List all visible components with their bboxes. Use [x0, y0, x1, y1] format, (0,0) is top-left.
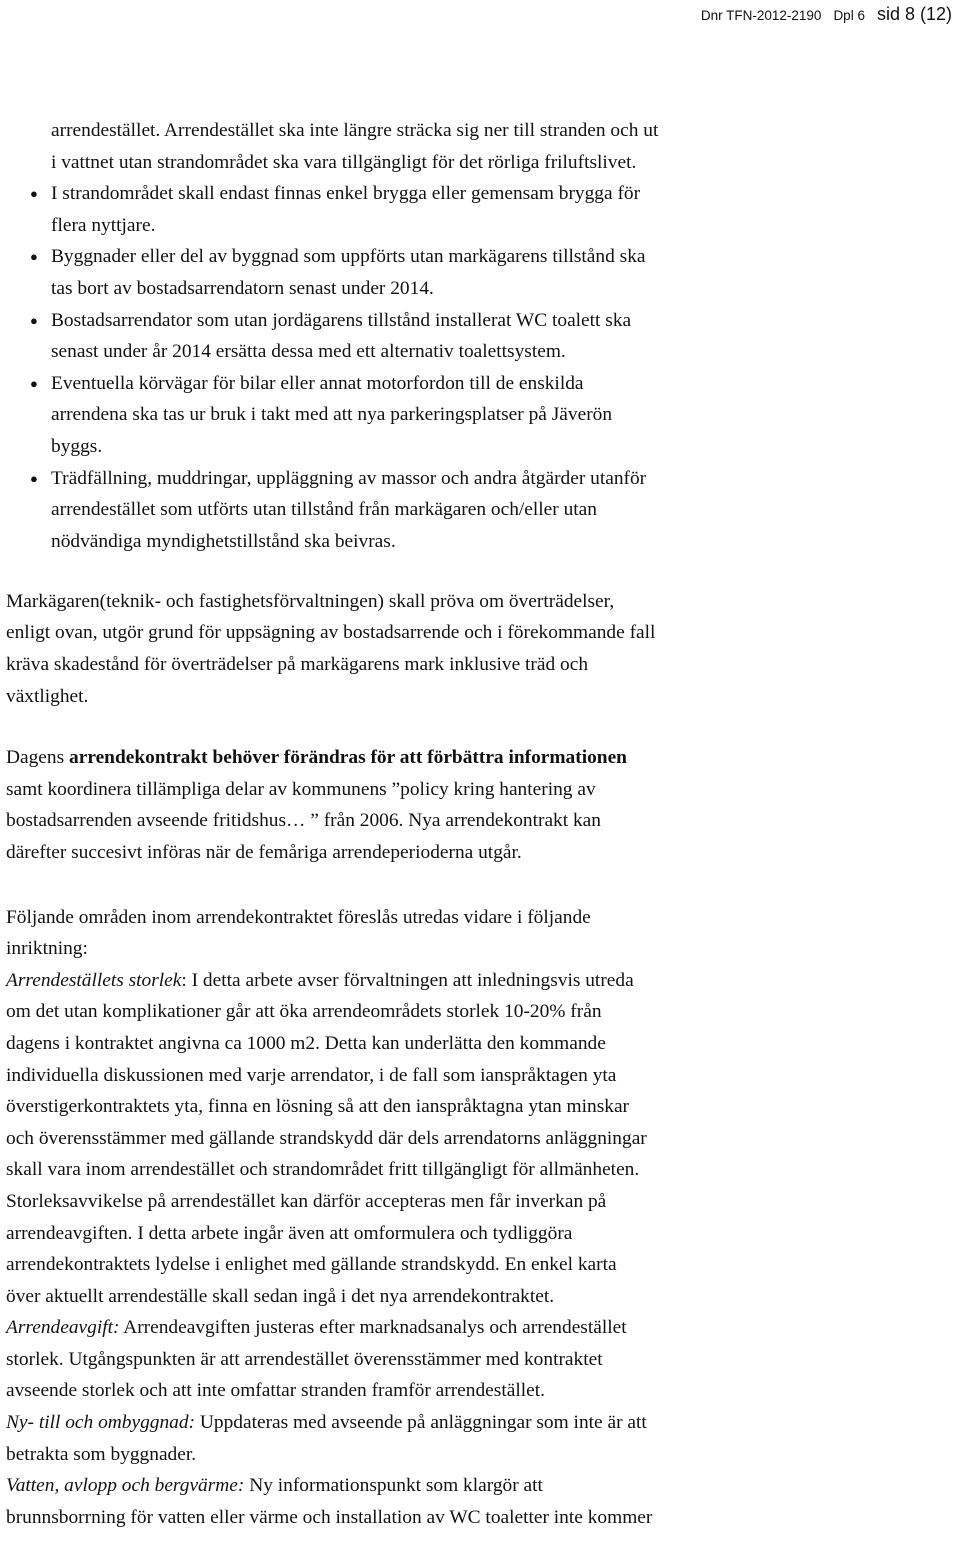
text-line: byggs.	[51, 435, 103, 457]
paragraph-nybyggnad	[6, 1407, 906, 1470]
text-line: Markägaren(teknik- och fastighetsförvaltningen) skall pröva om överträdelser,	[6, 590, 615, 612]
text-line: individuella diskussionen med varje arrendator, i de fall som ianspråktagen yta	[6, 1064, 617, 1086]
text-line: kräva skadestånd för överträdelser på markägarens mark inklusive träd och	[6, 654, 589, 675]
text-line: Eventuella körvägar för bilar eller annat motorfordon till de enskilda	[51, 372, 584, 394]
bullet-item	[6, 368, 906, 463]
text-line: inriktning:	[6, 938, 88, 960]
text-line: Bostadsarrendator som utan jordägarens tillstånd installerat WC toalett ska	[51, 309, 632, 331]
text-line: senast under år 2014 ersätta dessa med ett alternativ toalettsystem.	[51, 341, 566, 363]
text-line: arrendekontraktets lydelse i enlighet med gällande strandskydd. En enkel karta	[6, 1254, 617, 1276]
bullet-list	[6, 178, 906, 557]
text-line: arrendestället. Arrendestället ska inte längre sträcka sig ner till stranden och ut	[51, 120, 659, 141]
text-line: skall vara inom arrendestället och strandområdet fritt tillgängligt för allmänheten.	[6, 1159, 640, 1181]
text-line: Byggnader eller del av byggnad som uppförts utan markägarens tillstånd ska	[51, 246, 646, 268]
text-line: Dagens	[6, 747, 70, 769]
text-line: I strandområdet skall endast finnas enkel brygga eller gemensam brygga för	[51, 183, 641, 205]
text-line: arrendeavgiften. I detta arbete ingår även att omformulera och tydliggöra	[6, 1222, 573, 1244]
text-line: överstigerkontraktets yta, finna en lösning så att den ianspråktagna ytan minskar	[6, 1096, 630, 1118]
spacer	[6, 712, 906, 742]
italic-heading: Arrendeavgift:	[6, 1317, 120, 1339]
text-line: brunnsborrning för vatten eller värme och installation av WC toaletter inte kommer	[6, 1506, 653, 1528]
bullet-item	[6, 241, 906, 304]
bullet-icon: ●	[30, 312, 38, 328]
text-line: bostadsarrenden avseende fritidshus… ” från 2006. Nya arrendekontrakt kan	[6, 810, 601, 832]
text-line: i vattnet utan strandområdet ska vara tillgängligt för det rörliga friluftslivet.	[51, 151, 637, 173]
document-body	[6, 115, 906, 1533]
spacer	[6, 557, 906, 586]
text-line: Följande områden inom arrendekontraktet föreslås utredas vidare i följande	[6, 906, 591, 928]
text-line: flera nyttjare.	[51, 214, 156, 236]
diary-plan: Dpl 6	[833, 8, 865, 23]
text-line: betrakta som byggnader.	[6, 1443, 197, 1465]
text-line: över aktuellt arrendeställe skall sedan ingå i det nya arrendekontraktet.	[6, 1285, 555, 1307]
text-line: enligt ovan, utgör grund för uppsägning av bostadsarrende och i förekommande fall	[6, 622, 656, 644]
italic-heading: Ny- till och ombyggnad:	[6, 1412, 196, 1434]
paragraph-markagaren	[6, 586, 906, 712]
text-line: arrendestället som utförts utan tillstånd från markägaren och/eller utan	[51, 499, 597, 521]
text-line: därefter succesivt införas när de femåriga arrendeperioderna utgår.	[6, 841, 522, 863]
text-line: Uppdateras med avseende på anläggningar som inte är att	[195, 1412, 647, 1434]
bullet-item	[6, 178, 906, 241]
text-line: dagens i kontraktet angivna ca 1000 m2. Detta kan underlätta den kommande	[6, 1032, 606, 1054]
text-line: storlek. Utgångspunkten är att arrendestället överensstämmer med kontraktet	[6, 1348, 603, 1370]
text-line: samt koordinera tillämpliga delar av kommunens ”policy kring hantering av	[6, 778, 596, 800]
text-line: : I detta arbete avser förvaltningen att inledningsvis utreda	[181, 969, 634, 991]
italic-heading: Arrendeställets storlek	[6, 969, 182, 991]
paragraph-vatten	[6, 1470, 906, 1533]
bullet-item	[6, 463, 906, 558]
paragraph-arrendeavgift	[6, 1312, 906, 1407]
spacer	[6, 869, 906, 902]
document-number: Dnr TFN-2012-2190	[700, 8, 822, 23]
italic-heading: Vatten, avlopp och bergvärme:	[6, 1475, 245, 1497]
page-header	[701, 0, 952, 34]
text-line: Storleksavvikelse på arrendestället kan därför accepteras men får inverkan på	[6, 1190, 607, 1212]
text-line: tas bort av bostadsarrendatorn senast under 2014.	[51, 277, 434, 299]
bullet-icon: ●	[30, 249, 38, 265]
paragraph-dagens	[6, 742, 906, 868]
text-line: nödvändiga myndighetstillstånd ska beivras.	[51, 530, 396, 552]
text-line: Ny informationspunkt som klargör att	[244, 1475, 543, 1497]
text-line: och överensstämmer med gällande strandskydd där dels arrendatorns anläggningar	[6, 1127, 647, 1149]
text-line: Trädfällning, muddringar, uppläggning av massor och andra åtgärder utanför	[51, 467, 647, 489]
text-line: Arrendeavgiften justeras efter marknadsanalys och arrendestället	[119, 1317, 627, 1339]
paragraph-foljande	[6, 902, 906, 965]
bold-phrase: arrendekontrakt behöver förändras för att förbättra informationen	[69, 747, 627, 769]
text-line: arrendena ska tas ur bruk i takt med att nya parkeringsplatser på Jäverön	[51, 404, 613, 426]
page-number: sid 8 (12)	[876, 4, 952, 24]
bullet-item	[6, 305, 906, 368]
text-line: om det utan komplikationer går att öka arrendeområdets storlek 10-20% från	[6, 1001, 602, 1023]
continued-bullet-text	[6, 115, 906, 178]
bullet-icon: ●	[30, 375, 38, 391]
bullet-icon: ●	[30, 186, 38, 202]
text-line: avseende storlek och att inte omfattar stranden framför arrendestället.	[6, 1380, 545, 1402]
text-line: växtlighet.	[6, 685, 89, 707]
bullet-icon: ●	[30, 470, 38, 486]
paragraph-storlek	[6, 965, 906, 1313]
